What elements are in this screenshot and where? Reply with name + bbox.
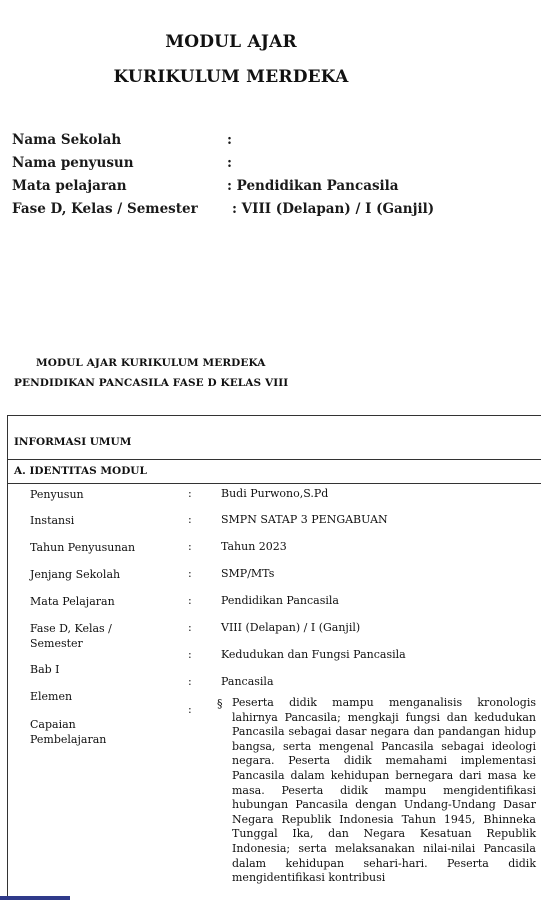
identity-colon: : <box>188 487 192 500</box>
identity-colon: : <box>188 675 192 688</box>
field-label: Fase D, Kelas / Semester <box>12 201 198 217</box>
identity-label: Mata Pelajaran <box>30 595 115 608</box>
identity-colon: : <box>188 621 192 634</box>
identity-label: Jenjang Sekolah <box>30 568 121 581</box>
field-value: : <box>227 132 232 148</box>
identity-value: Budi Purwono,S.Pd <box>221 487 329 500</box>
field-label: Nama penyusun <box>12 155 134 171</box>
identity-label: Tahun Penyusunan <box>30 541 136 554</box>
field-value: : Pendidikan Pancasila <box>227 178 399 194</box>
identity-value: VIII (Delapan) / I (Ganjil) <box>221 621 361 634</box>
field-value: : <box>227 155 232 171</box>
subheader-line2: PENDIDIKAN PANCASILA FASE D KELAS VIII <box>14 377 289 389</box>
identity-colon: : <box>188 540 192 553</box>
identity-label: Fase D, Kelas / Semester <box>30 622 112 650</box>
identity-label: Bab I <box>30 663 60 676</box>
section-general-info: INFORMASI UMUM <box>8 416 541 460</box>
field-value: : VIII (Delapan) / I (Ganjil) <box>232 201 435 217</box>
identity-colon: : <box>188 513 192 526</box>
document-title-line2: KURIKULUM MERDEKA <box>113 67 349 87</box>
bullet-icon: § <box>217 697 223 710</box>
field-label: Mata pelajaran <box>12 178 127 194</box>
identity-colon: : <box>188 703 192 716</box>
identity-value: Tahun 2023 <box>221 540 287 553</box>
identity-label: Penyusun <box>30 488 84 501</box>
identity-value: SMP/MTs <box>221 567 275 580</box>
identity-value: Kedudukan dan Fungsi Pancasila <box>221 648 406 661</box>
identity-value: Pancasila <box>221 675 274 688</box>
identity-label: Instansi <box>30 514 75 527</box>
identity-colon: : <box>188 648 192 661</box>
subheader-line1: MODUL AJAR KURIKULUM MERDEKA <box>36 357 266 369</box>
identity-colon: : <box>188 594 192 607</box>
field-label: Nama Sekolah <box>12 132 122 148</box>
section-identity: A. IDENTITAS MODUL <box>8 460 541 484</box>
document-title-line1: MODUL AJAR <box>165 32 297 52</box>
identity-label: Capaian Pembelajaran <box>30 718 107 746</box>
bottom-scroll-indicator <box>0 896 70 900</box>
identity-label: Elemen <box>30 690 73 703</box>
achievement-text: Peserta didik mampu menganalisis kronologis lahirnya Pancasila; mengkaji fungsi dan kedudukan Pancasila sebagai dasar negara dan pandangan hidup bangsa, serta mengenal Pancasila sebagai ideologi negara. Peserta didik memahami implementasi Pancasila dalam kehidupan bernegara dari masa ke masa. Peserta didik mampu mengidentifikasi hubungan Pancasila dengan Undang-Undang Dasar Negara Republik Indonesia Tahun 1945, Bhinneka Tunggal Ika, dan Negara Kesatuan Republik Indonesia; serta melaksanakan nilai-nilai Pancasila dalam kehidupan sehari-hari. Peserta didik mengidentifikasi kontribusi <box>232 696 536 885</box>
identity-value: Pendidikan Pancasila <box>221 594 339 607</box>
identity-colon: : <box>188 567 192 580</box>
identity-value: SMPN SATAP 3 PENGABUAN <box>221 513 388 526</box>
